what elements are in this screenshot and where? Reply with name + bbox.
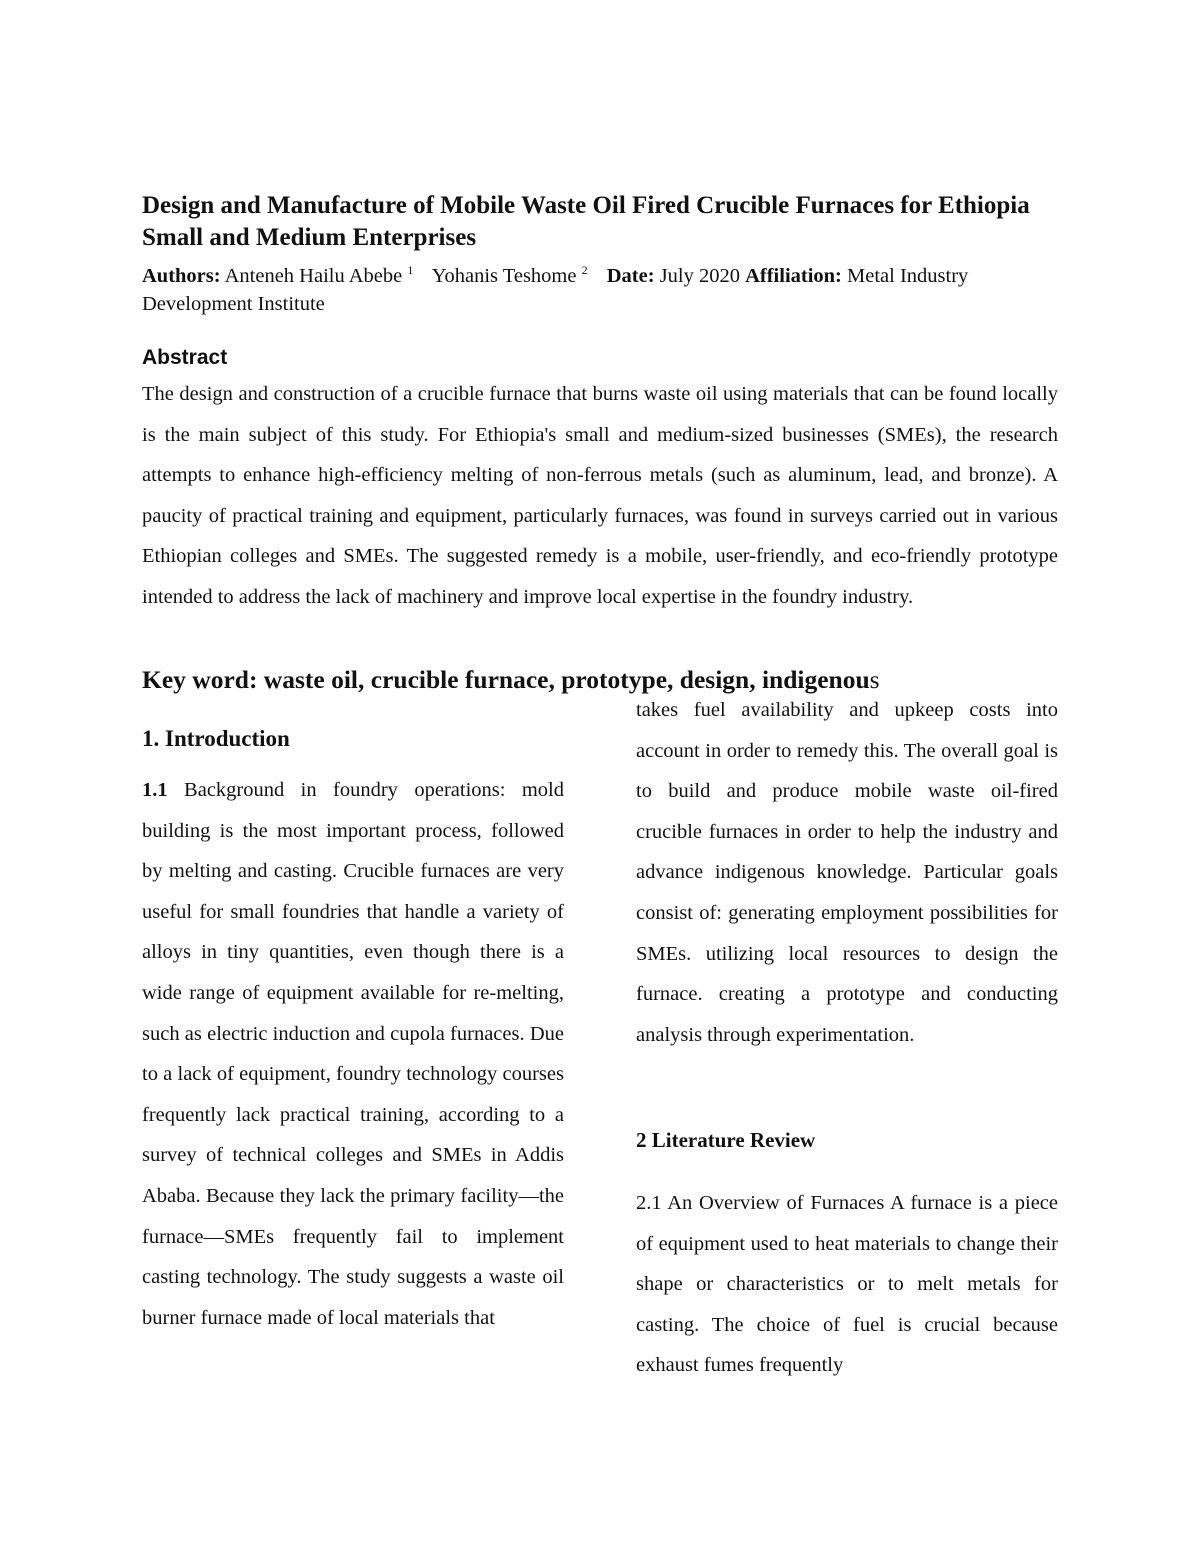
author-affiliation-mark: 1 [407, 263, 414, 277]
keywords-text: Key word: waste oil, crucible furnace, prototype, design, indigenou [142, 665, 870, 694]
abstract-text: The design and construction of a crucible furnace that burns waste oil using materials that can be found locally is the main subject of this study. For Ethiopia's small and medium-sized businesses (SMEs), the research attempts to enhance high-efficiency melting of non-ferrous metals (such as aluminum, lead, and bronze). A paucity of practical training and equipment, particularly furnaces, was found in surveys carried out in various Ethiopian colleges and SMEs. The suggested remedy is a mobile, user-friendly, and eco-friendly prototype intended to address the lack of machinery and improve local expertise in the foundry industry. [142, 383, 1058, 608]
date-label: Date: [606, 265, 655, 287]
author-name: Anteneh Hailu Abebe [224, 265, 403, 287]
keywords-tail: s [869, 665, 880, 694]
authors-label: Authors: [142, 265, 221, 287]
publication-date: July 2020 [659, 265, 740, 287]
section-heading-introduction: 1. Introduction [142, 726, 290, 751]
section-heading-literature-review: 2 Literature Review [636, 1128, 816, 1152]
affiliation: Metal Industry Development Institute [142, 265, 969, 315]
introduction-continuation: takes fuel availability and upkeep costs into account in order to remedy this. The overall goal is to build and produce mobile waste oil-fired crucible furnaces in order to help the industry and advance indigenous knowledge. Particular goals consist of: generating employment possibilities for SMEs. utilizing local resources to design the furnace. creating a prototype and conducting analysis through experimentation. [636, 699, 1058, 1046]
introduction-text: Background in foundry operations: mold building is the most important process, followed by melting and casting. Crucible furnaces are very useful for small foundries that handle a variety of alloys in tiny quantities, even though there is a wide range of equipment available for re-melting, such as electric induction and cupola furnaces. Due to a lack of equipment, foundry technology courses frequently lack practical training, according to a survey of technical colleges and SMEs in Addis Ababa. Because they lack the primary facility—the furnace—SMEs frequently fail to implement casting technology. The study suggests a waste oil burner furnace made of local materials that [142, 779, 564, 1329]
paper-title: Design and Manufacture of Mobile Waste Oil Fired Crucible Furnaces for Ethiopia Small and Medium Enterprises [142, 192, 1030, 251]
subsection-number: 1.1 [142, 779, 168, 801]
author-line [142, 262, 1042, 318]
affiliation-label: Affiliation: [745, 265, 842, 287]
author-affiliation-mark: 2 [581, 263, 588, 277]
section-body-introduction [142, 770, 564, 1338]
section-body-literature-review: 2.1 An Overview of Furnaces A furnace is a piece of equipment used to heat materials to change their shape or characteristics or to melt metals for casting. The choice of fuel is crucial because exhaust fumes frequently [636, 1192, 1058, 1377]
author-name: Yohanis Teshome [431, 265, 577, 287]
abstract-heading: Abstract [142, 346, 228, 369]
